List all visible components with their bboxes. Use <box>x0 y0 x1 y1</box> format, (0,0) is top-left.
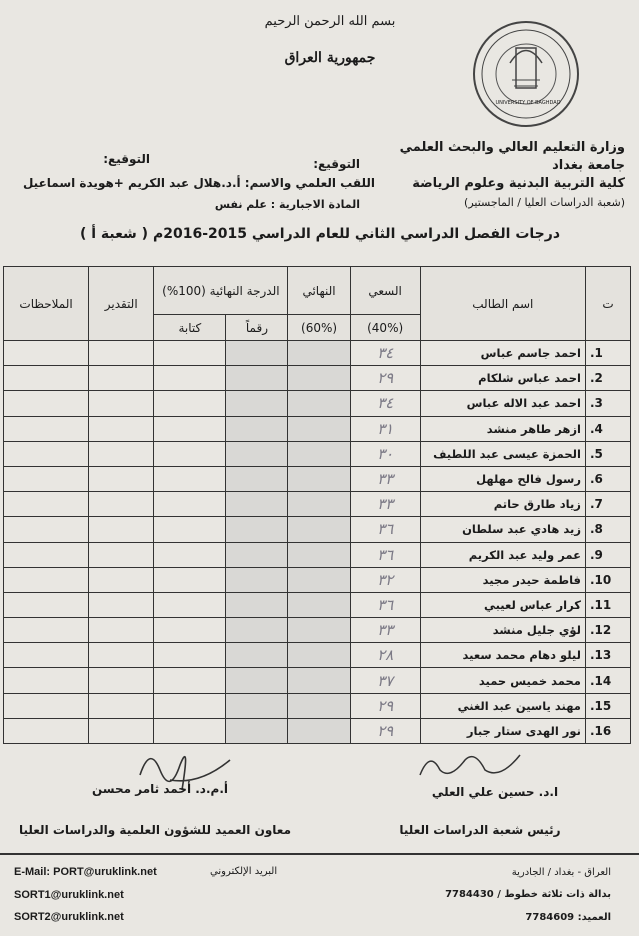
grade-cell <box>89 643 154 668</box>
grade-cell <box>89 366 154 391</box>
signature-right-icon <box>410 740 530 790</box>
student-name: زيد هادي عبد سلطان <box>420 517 585 542</box>
total-words <box>154 668 226 693</box>
notes-cell <box>4 366 89 391</box>
final-score <box>288 668 350 693</box>
notes-cell <box>4 567 89 592</box>
notes-cell <box>4 592 89 617</box>
ministry-name: وزارة التعليم العالي والبحث العلمي <box>399 140 625 155</box>
student-name: الحمزة عيسى عبد اللطيف <box>420 441 585 466</box>
table-row <box>4 643 631 668</box>
row-number: 15. <box>585 693 630 718</box>
total-words <box>154 441 226 466</box>
final-score <box>288 441 350 466</box>
signatory-left-title: معاون العميد للشؤون العلمية والدراسات العليا <box>18 823 291 837</box>
final-score <box>288 341 350 366</box>
table-row <box>4 668 631 693</box>
total-digits <box>226 416 288 441</box>
student-name: زياد طارق حاتم <box>420 492 585 517</box>
grade-cell <box>89 542 154 567</box>
total-digits <box>226 542 288 567</box>
dean-phone: العميد: 7784609 <box>525 912 611 923</box>
subject-name: المادة الاجبارية : علم نفس <box>214 198 360 211</box>
notes-cell <box>4 643 89 668</box>
total-words <box>154 391 226 416</box>
email-3: SORT2@uruklink.net <box>14 911 124 923</box>
grade-cell <box>89 693 154 718</box>
student-name: احمد عباس شلكام <box>420 366 585 391</box>
college-name: كلية التربية البدنية وعلوم الرياضة <box>412 176 625 191</box>
notes-cell <box>4 618 89 643</box>
final-score <box>288 517 350 542</box>
email-1: E-Mail: PORT@uruklink.net <box>14 866 157 878</box>
notes-cell <box>4 718 89 743</box>
final-score <box>288 366 350 391</box>
effort-score: ٣٦ <box>350 542 420 567</box>
effort-score: ٣٦ <box>350 592 420 617</box>
col-number-header: ت <box>585 267 630 341</box>
grade-cell <box>89 668 154 693</box>
total-digits <box>226 592 288 617</box>
total-digits <box>226 618 288 643</box>
student-name: احمد جاسم عباس <box>420 341 585 366</box>
university-seal-icon <box>470 18 582 130</box>
final-score <box>288 592 350 617</box>
total-words <box>154 567 226 592</box>
table-row <box>4 542 631 567</box>
col-final-pct: (60%) <box>288 315 350 341</box>
col-words-header: كتابة <box>154 315 226 341</box>
signature-label-mid: التوقيع: <box>313 157 360 171</box>
effort-score: ٣٢ <box>350 567 420 592</box>
total-digits <box>226 668 288 693</box>
notes-cell <box>4 416 89 441</box>
final-score <box>288 416 350 441</box>
row-number: 14. <box>585 668 630 693</box>
grade-cell <box>89 416 154 441</box>
col-effort-pct: (40%) <box>350 315 420 341</box>
row-number: 1. <box>585 341 630 366</box>
effort-score: ٣٣ <box>350 492 420 517</box>
total-words <box>154 416 226 441</box>
col-effort-header: السعي <box>350 267 420 315</box>
total-digits <box>226 517 288 542</box>
effort-score: ٢٩ <box>350 718 420 743</box>
table-row <box>4 492 631 517</box>
signatory-right-title: رئيس شعبة الدراسات العليا <box>399 823 561 837</box>
student-name: رسول فالح مهلهل <box>420 466 585 491</box>
table-row <box>4 517 631 542</box>
total-digits <box>226 341 288 366</box>
grade-cell <box>89 492 154 517</box>
col-total-header: الدرجة النهائية (100%) <box>154 267 288 315</box>
final-score <box>288 542 350 567</box>
row-number: 11. <box>585 592 630 617</box>
effort-score: ٣٤ <box>350 391 420 416</box>
total-digits <box>226 567 288 592</box>
grade-cell <box>89 618 154 643</box>
table-row <box>4 618 631 643</box>
notes-cell <box>4 542 89 567</box>
notes-cell <box>4 668 89 693</box>
total-digits <box>226 492 288 517</box>
effort-score: ٣٣ <box>350 466 420 491</box>
final-score <box>288 643 350 668</box>
row-number: 4. <box>585 416 630 441</box>
total-words <box>154 643 226 668</box>
grade-cell <box>89 466 154 491</box>
effort-score: ٣٧ <box>350 668 420 693</box>
row-number: 2. <box>585 366 630 391</box>
total-digits <box>226 366 288 391</box>
total-digits <box>226 391 288 416</box>
final-score <box>288 693 350 718</box>
table-row <box>4 567 631 592</box>
notes-cell <box>4 693 89 718</box>
col-notes-header: الملاحظات <box>4 267 89 341</box>
total-words <box>154 517 226 542</box>
effort-score: ٢٩ <box>350 693 420 718</box>
row-number: 8. <box>585 517 630 542</box>
table-row <box>4 693 631 718</box>
basmala: بسم الله الرحمن الرحيم <box>264 14 396 29</box>
notes-cell <box>4 466 89 491</box>
email-label: البريد الإلكتروني <box>210 866 278 877</box>
student-name: ليلو دهام محمد سعيد <box>420 643 585 668</box>
col-name-header: اسم الطالب <box>420 267 585 341</box>
show-through-text <box>580 0 639 90</box>
student-name: فاطمة حيدر مجيد <box>420 567 585 592</box>
total-words <box>154 542 226 567</box>
notes-cell <box>4 517 89 542</box>
student-name: كرار عباس لعيبي <box>420 592 585 617</box>
grades-table <box>3 266 631 744</box>
notes-cell <box>4 341 89 366</box>
total-digits <box>226 466 288 491</box>
effort-score: ٣٣ <box>350 618 420 643</box>
footer-divider <box>0 853 639 855</box>
row-number: 7. <box>585 492 630 517</box>
total-words <box>154 592 226 617</box>
university-name: جامعة بغداد <box>552 158 625 173</box>
table-row <box>4 366 631 391</box>
grade-cell <box>89 517 154 542</box>
effort-score: ٢٩ <box>350 366 420 391</box>
total-words <box>154 366 226 391</box>
notes-cell <box>4 492 89 517</box>
total-digits <box>226 643 288 668</box>
effort-score: ٣٦ <box>350 517 420 542</box>
effort-score: ٢٨ <box>350 643 420 668</box>
total-words <box>154 341 226 366</box>
notes-cell <box>4 441 89 466</box>
effort-score: ٣٠ <box>350 441 420 466</box>
student-name: محمد خميس حميد <box>420 668 585 693</box>
address: العراق - بغداد / الجادرية <box>511 867 611 878</box>
col-final-header: النهائي <box>288 267 350 315</box>
grade-cell <box>89 592 154 617</box>
student-name: مهند ياسين عبد الغني <box>420 693 585 718</box>
lecturer-name: اللقب العلمي والاسم: أ.د.هلال عبد الكريم +هويدة اسماعيل <box>22 176 375 190</box>
row-number: 13. <box>585 643 630 668</box>
republic-heading: جمهورية العراق <box>284 50 376 66</box>
department-name: (شعبة الدراسات العليا / الماجستير) <box>464 196 625 209</box>
table-row <box>4 416 631 441</box>
total-digits <box>226 693 288 718</box>
email-2: SORT1@uruklink.net <box>14 889 124 901</box>
final-score <box>288 718 350 743</box>
row-number: 16. <box>585 718 630 743</box>
total-words <box>154 492 226 517</box>
grade-cell <box>89 391 154 416</box>
col-digits-header: رقماً <box>226 315 288 341</box>
final-score <box>288 466 350 491</box>
signature-label-left: التوقيع: <box>103 152 150 166</box>
table-row <box>4 391 631 416</box>
final-score <box>288 567 350 592</box>
table-row <box>4 441 631 466</box>
student-name: لؤي جليل منشد <box>420 618 585 643</box>
notes-cell <box>4 391 89 416</box>
grade-cell <box>89 341 154 366</box>
col-grade-header: التقدير <box>89 267 154 341</box>
grade-cell <box>89 441 154 466</box>
row-number: 6. <box>585 466 630 491</box>
row-number: 10. <box>585 567 630 592</box>
grade-cell <box>89 567 154 592</box>
final-score <box>288 391 350 416</box>
table-row <box>4 592 631 617</box>
signatory-left-name: أ.م.د. أحمد ثامر محسن <box>91 782 228 796</box>
table-row <box>4 341 631 366</box>
phone-line: بدالة ذات ثلاثة خطوط / 7784430 <box>445 889 611 900</box>
total-digits <box>226 441 288 466</box>
total-words <box>154 618 226 643</box>
effort-score: ٣١ <box>350 416 420 441</box>
student-name: ازهر طاهر منشد <box>420 416 585 441</box>
table-row <box>4 466 631 491</box>
effort-score: ٣٤ <box>350 341 420 366</box>
student-name: عمر وليد عبد الكريم <box>420 542 585 567</box>
final-score <box>288 492 350 517</box>
signatory-right-name: ا.د. حسين علي العلي <box>431 785 559 799</box>
row-number: 12. <box>585 618 630 643</box>
row-number: 9. <box>585 542 630 567</box>
document-title: درجات الفصل الدراسي الثاني للعام الدراسي 2015-2016م ( شعبة أ ) <box>79 226 560 242</box>
final-score <box>288 618 350 643</box>
total-words <box>154 466 226 491</box>
table-row <box>4 718 631 743</box>
row-number: 3. <box>585 391 630 416</box>
student-name: نور الهدى ستار جبار <box>420 718 585 743</box>
student-name: احمد عبد الاله عباس <box>420 391 585 416</box>
seal-caption: UNIVERSITY OF BAGHDAD <box>495 100 561 106</box>
row-number: 5. <box>585 441 630 466</box>
total-words <box>154 693 226 718</box>
